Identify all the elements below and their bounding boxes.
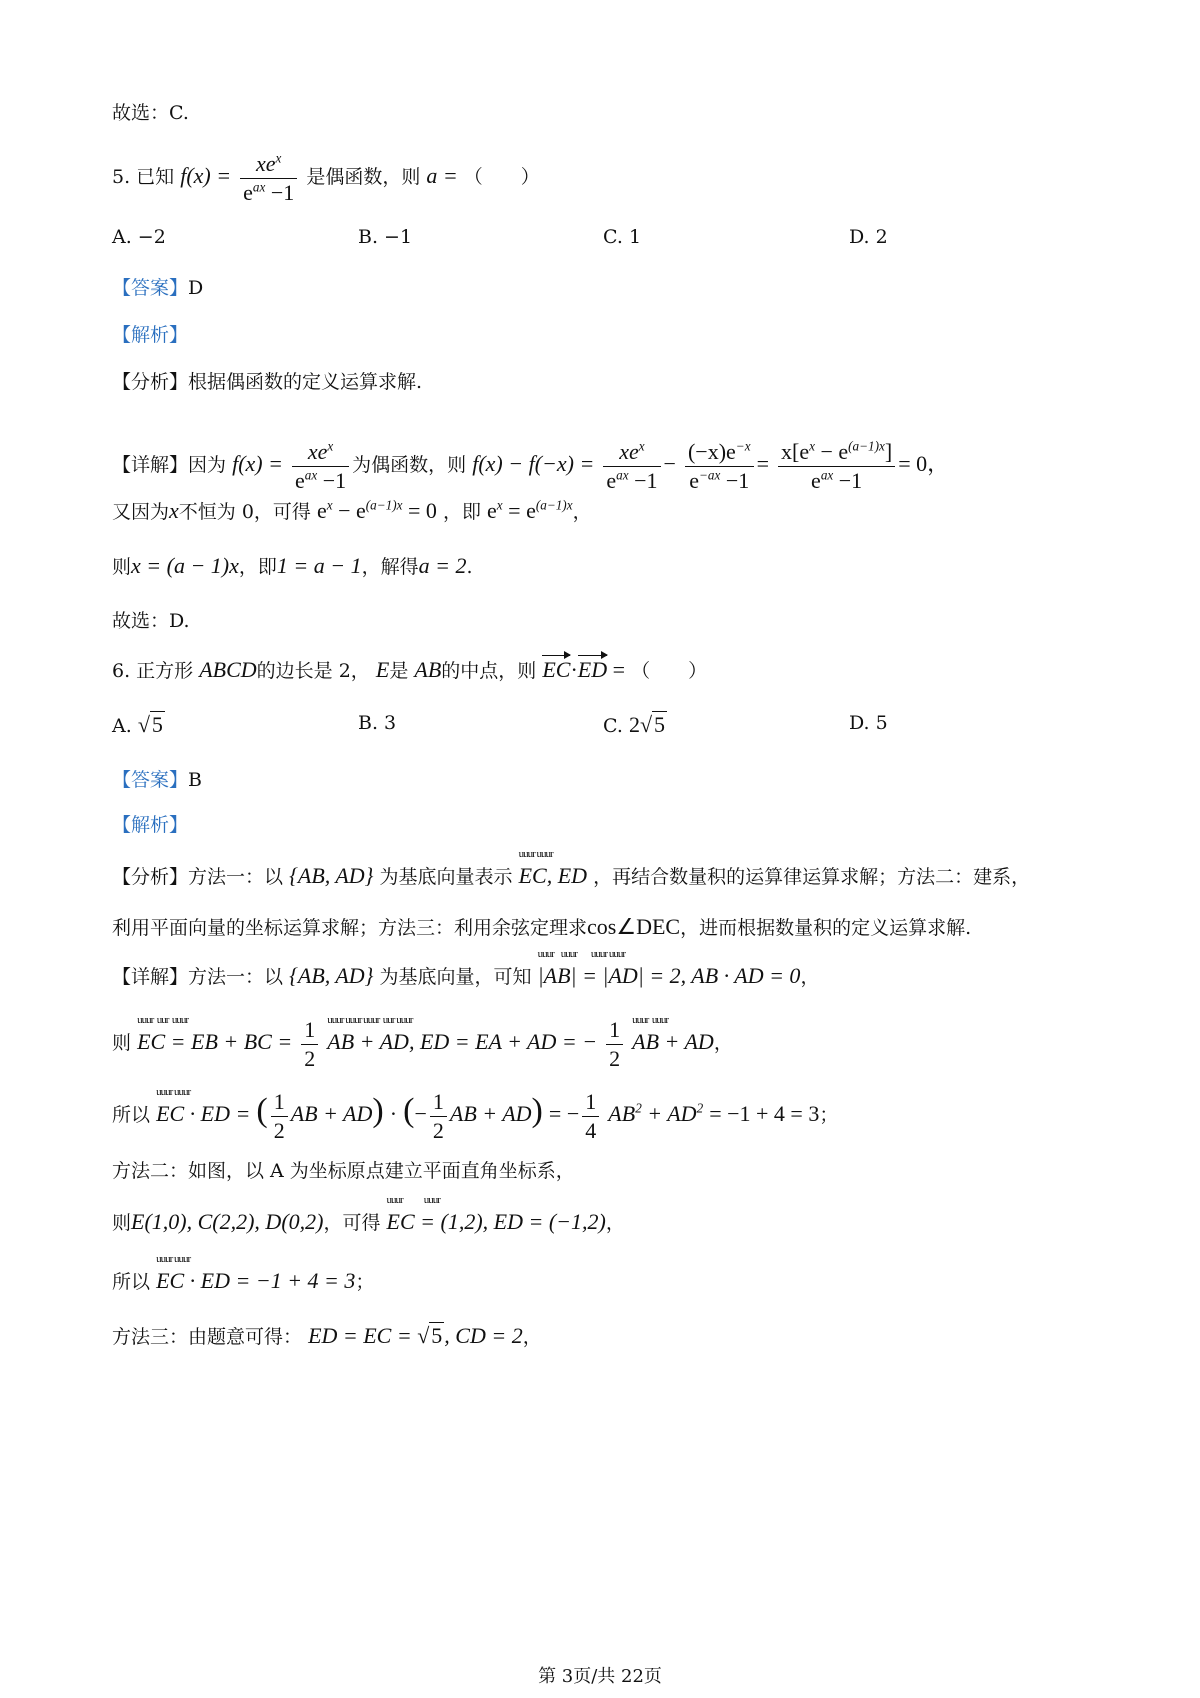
q6-option-c: C. 2√5 xyxy=(603,712,666,737)
detail-6-line-5: 则E(1,0), C(2,2), D(0,2)，可得 uuur uuur EC = (1,2), ED = (−1,2)， xyxy=(112,1194,625,1234)
q5-a-eq: a = xyxy=(426,163,458,188)
analysis-6-line-2: 利用平面向量的坐标运算求解；方法三：利用余弦定理求cos∠DEC，进而根据数量积的定义运算求解. xyxy=(112,914,972,939)
q5-fx: f(x) = xyxy=(180,163,232,188)
conclusion-d: 故选：D. xyxy=(112,610,190,632)
q5-fraction: $\frac{xe^x}{e^{ax} -1}$ xyxy=(240,150,297,206)
q5-option-a: A. −2 xyxy=(112,226,166,248)
q5-option-b: B. −1 xyxy=(358,226,413,248)
analysis-6-line-1: 【分析】方法一：以 {AB, AD} 为基底向量表示 uuur uuur EC, ED ，再结合数量积的运算律运算求解；方法二：建系， xyxy=(112,848,1031,888)
detail-5-line-1: 【详解】因为 f(x) = $\frac{xe^x}{e^{ax} -1}$ 为偶函数，则 f(x) − f(−x) = $\frac{xe^x}{e^{ax} -1}$ − $\frac{(-x)e^{-x}}{e^{-ax} -1}$ = $\frac{x[e^x - e^{(a-1)x}]}{e^{ax} -1}$ = 0， xyxy=(112,438,950,493)
detail-6-line-1: 【详解】方法一：以 {AB, AD} 为基底向量，可知 uuur uuur uuur uuur |AB| = |AD| = 2, AB · AD = 0， xyxy=(112,948,820,988)
q6-option-a: A. √5 xyxy=(112,712,163,737)
q5-option-d: D. 2 xyxy=(849,226,888,248)
q6-option-d: D. 5 xyxy=(849,712,888,734)
q5-text: 是偶函数，则 xyxy=(306,166,421,188)
q5-option-c: C. 1 xyxy=(603,226,642,248)
q6-option-b: B. 3 xyxy=(358,712,397,734)
detail-5-line-3: 则x = (a − 1)x，即1 = a − 1，解得a = 2. xyxy=(112,553,473,578)
detail-6-line-4: 方法二：如图，以 A 为坐标原点建立平面直角坐标系， xyxy=(112,1160,575,1182)
jiexi-5: 【解析】 xyxy=(112,324,189,346)
detail-6-line-7: 方法三：由题意可得： ED = EC = √5, CD = 2， xyxy=(112,1323,542,1348)
q5-number: 5. 已知 xyxy=(112,166,175,188)
detail-6-line-2: 则 uuur uur uuur EC = EB + BC = $\frac{1}{2}$ uuur uuur uuur uur uuur AB + AD, ED = EA + AD = − $\frac{1}{2}$ uuur uuur AB + AD， xyxy=(112,1014,733,1071)
conclusion-c: 故选：C. xyxy=(112,102,189,124)
q5-paren: （ ） xyxy=(463,166,540,188)
detail-6-line-6: 所以 uuur uuur EC · ED = −1 + 4 = 3； xyxy=(112,1253,375,1293)
answer-6: 【答案】B xyxy=(112,769,202,791)
page-footer: 第 3页/共 22页 xyxy=(538,1666,662,1687)
jiexi-6: 【解析】 xyxy=(112,814,189,836)
analysis-5: 【分析】根据偶函数的定义运算求解. xyxy=(112,371,423,393)
answer-5: 【答案】D xyxy=(112,277,204,299)
question-6: 6. 正方形 ABCD的边长是 2， E是 AB的中点，则 EC·ED = （ ） xyxy=(112,657,708,682)
question-5 xyxy=(112,150,540,206)
detail-5-line-2: 又因为x不恒为 0，可得 $e^x - e^{(a-1)x} = 0$ ，即 $e^x = e^{(a-1)x}$， xyxy=(112,497,592,523)
detail-6-line-3: 所以 uuur uuur EC · ED = ( $\frac{1}{2}$ AB + AD) · (− $\frac{1}{2}$ AB + AD) = − $\frac{1}{4}$ $AB^2 + AD^2 = -1 + 4 = 3$； xyxy=(112,1086,839,1143)
